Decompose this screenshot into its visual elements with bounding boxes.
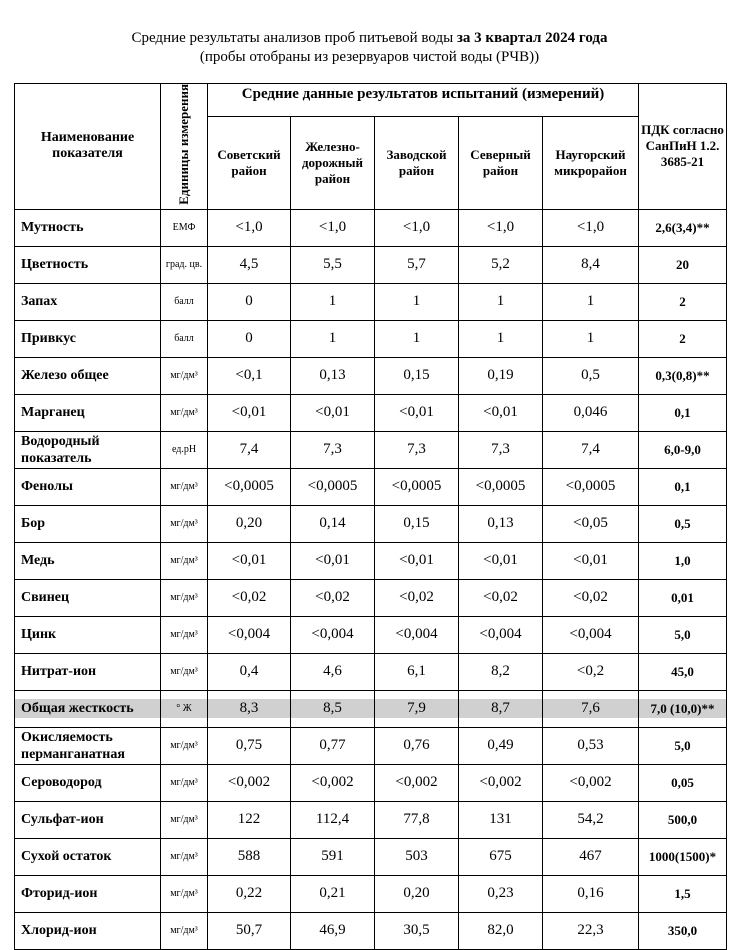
value-cell: 0,4: [208, 653, 291, 690]
indicator-name: Общая жесткость: [15, 690, 161, 727]
value-cell: 8,2: [459, 653, 543, 690]
value-cell: <1,0: [291, 209, 375, 246]
table-row: [15, 283, 727, 320]
header-district: Советский район: [208, 117, 291, 210]
value-cell: 5,5: [291, 246, 375, 283]
value-cell: <1,0: [208, 209, 291, 246]
indicator-name: Запах: [15, 283, 161, 320]
table-row: [15, 875, 727, 912]
table-row: [15, 320, 727, 357]
pdk-cell: 20: [639, 246, 727, 283]
header-district: Северный район: [459, 117, 543, 210]
indicator-name: Окисляемость перманганатная: [15, 727, 161, 764]
value-cell: <0,02: [459, 579, 543, 616]
table-row: [15, 431, 727, 468]
value-cell: 1: [543, 283, 639, 320]
value-cell: 0,046: [543, 394, 639, 431]
value-cell: 6,1: [375, 653, 459, 690]
unit-cell: ед.рН: [161, 431, 208, 468]
value-cell: 0,14: [291, 505, 375, 542]
unit-cell: мг/дм³: [161, 653, 208, 690]
indicator-name: Привкус: [15, 320, 161, 357]
value-cell: 30,5: [375, 912, 459, 949]
value-cell: 675: [459, 838, 543, 875]
value-cell: 22,3: [543, 912, 639, 949]
value-cell: <0,002: [375, 764, 459, 801]
value-cell: 591: [291, 838, 375, 875]
value-cell: <1,0: [459, 209, 543, 246]
value-cell: 0,13: [459, 505, 543, 542]
table-row: [15, 505, 727, 542]
pdk-cell: 7,0 (10,0)**: [639, 690, 727, 727]
value-cell: <0,02: [291, 579, 375, 616]
unit-cell: мг/дм³: [161, 875, 208, 912]
pdk-cell: 2: [639, 320, 727, 357]
unit-cell: град. цв.: [161, 246, 208, 283]
value-cell: 0: [208, 320, 291, 357]
value-cell: 8,3: [208, 690, 291, 727]
value-cell: <0,0005: [375, 468, 459, 505]
value-cell: <0,004: [543, 616, 639, 653]
pdk-cell: 350,0: [639, 912, 727, 949]
table-row: [15, 838, 727, 875]
unit-cell: мг/дм³: [161, 357, 208, 394]
table-row: [15, 579, 727, 616]
value-cell: 0,15: [375, 505, 459, 542]
unit-cell: мг/дм³: [161, 542, 208, 579]
indicator-name: Мутность: [15, 209, 161, 246]
value-cell: <0,01: [459, 394, 543, 431]
header-unit-text: Единицы измерения: [176, 84, 191, 205]
value-cell: <0,01: [291, 394, 375, 431]
value-cell: <0,002: [208, 764, 291, 801]
value-cell: 5,2: [459, 246, 543, 283]
indicator-name: Железо общее: [15, 357, 161, 394]
value-cell: <0,05: [543, 505, 639, 542]
value-cell: <0,002: [459, 764, 543, 801]
value-cell: 4,5: [208, 246, 291, 283]
pdk-cell: 5,0: [639, 727, 727, 764]
value-cell: 1: [375, 283, 459, 320]
value-cell: 77,8: [375, 801, 459, 838]
value-cell: 0,20: [375, 875, 459, 912]
water-analysis-table: [14, 83, 727, 950]
indicator-name: Водородный показатель: [15, 431, 161, 468]
unit-cell: мг/дм³: [161, 579, 208, 616]
pdk-cell: 0,1: [639, 394, 727, 431]
indicator-name: Фенолы: [15, 468, 161, 505]
table-row: [15, 690, 727, 727]
header-name: Наименование показателя: [15, 84, 161, 210]
indicator-name: Хлорид-ион: [15, 912, 161, 949]
table-row: [15, 801, 727, 838]
header-unit: [161, 84, 208, 210]
value-cell: 588: [208, 838, 291, 875]
pdk-cell: 45,0: [639, 653, 727, 690]
pdk-cell: 0,1: [639, 468, 727, 505]
pdk-cell: 500,0: [639, 801, 727, 838]
value-cell: 8,5: [291, 690, 375, 727]
pdk-cell: 1,0: [639, 542, 727, 579]
table-row: [15, 394, 727, 431]
indicator-name: Свинец: [15, 579, 161, 616]
value-cell: <0,002: [291, 764, 375, 801]
indicator-name: Цветность: [15, 246, 161, 283]
value-cell: 0,15: [375, 357, 459, 394]
header-district: Железно-дорожный район: [291, 117, 375, 210]
pdk-cell: 5,0: [639, 616, 727, 653]
value-cell: 7,3: [459, 431, 543, 468]
value-cell: 1: [291, 283, 375, 320]
value-cell: 0,16: [543, 875, 639, 912]
value-cell: 7,3: [291, 431, 375, 468]
value-cell: <0,004: [208, 616, 291, 653]
unit-cell: мг/дм³: [161, 764, 208, 801]
value-cell: <0,0005: [459, 468, 543, 505]
value-cell: 1: [459, 320, 543, 357]
pdk-cell: 0,3(0,8)**: [639, 357, 727, 394]
value-cell: <0,01: [291, 542, 375, 579]
value-cell: <0,0005: [543, 468, 639, 505]
header-pdk: ПДК согласно СанПиН 1.2. 3685-21: [639, 84, 727, 210]
value-cell: <0,0005: [208, 468, 291, 505]
table-row: [15, 616, 727, 653]
value-cell: <0,002: [543, 764, 639, 801]
value-cell: <0,01: [459, 542, 543, 579]
value-cell: 4,6: [291, 653, 375, 690]
table-body: [15, 209, 727, 949]
table-row: [15, 542, 727, 579]
value-cell: 1: [459, 283, 543, 320]
value-cell: 467: [543, 838, 639, 875]
indicator-name: Медь: [15, 542, 161, 579]
pdk-cell: 0,05: [639, 764, 727, 801]
document-title: [0, 29, 739, 67]
title-period: за 3 квартал 2024 года: [456, 30, 608, 46]
pdk-cell: 2,6(3,4)**: [639, 209, 727, 246]
table-row: [15, 653, 727, 690]
value-cell: 131: [459, 801, 543, 838]
value-cell: <0,01: [543, 542, 639, 579]
value-cell: 50,7: [208, 912, 291, 949]
header-district: Наугорский микрорайон: [543, 117, 639, 210]
value-cell: 0,75: [208, 727, 291, 764]
value-cell: 7,9: [375, 690, 459, 727]
value-cell: <0,02: [208, 579, 291, 616]
unit-cell: балл: [161, 320, 208, 357]
table-row: [15, 357, 727, 394]
value-cell: <0,01: [375, 394, 459, 431]
value-cell: 7,6: [543, 690, 639, 727]
header-group: Средние данные результатов испытаний (измерений): [208, 84, 639, 117]
title-line1: Средние результаты анализов проб питьевой воды: [131, 30, 457, 46]
value-cell: 54,2: [543, 801, 639, 838]
unit-cell: мг/дм³: [161, 801, 208, 838]
pdk-cell: 0,5: [639, 505, 727, 542]
unit-cell: ° Ж: [161, 690, 208, 727]
value-cell: <0,0005: [291, 468, 375, 505]
value-cell: 0,77: [291, 727, 375, 764]
value-cell: 503: [375, 838, 459, 875]
unit-cell: мг/дм³: [161, 505, 208, 542]
header-district: Заводской район: [375, 117, 459, 210]
unit-cell: мг/дм³: [161, 468, 208, 505]
value-cell: 46,9: [291, 912, 375, 949]
unit-cell: мг/дм³: [161, 616, 208, 653]
indicator-name: Нитрат-ион: [15, 653, 161, 690]
value-cell: <0,004: [291, 616, 375, 653]
title-subtitle: (пробы отобраны из резервуаров чистой воды (РЧВ)): [199, 49, 540, 65]
pdk-cell: 1,5: [639, 875, 727, 912]
value-cell: 8,7: [459, 690, 543, 727]
unit-cell: балл: [161, 283, 208, 320]
unit-cell: мг/дм³: [161, 912, 208, 949]
indicator-name: Фторид-ион: [15, 875, 161, 912]
table-row: [15, 764, 727, 801]
value-cell: 0,21: [291, 875, 375, 912]
indicator-name: Бор: [15, 505, 161, 542]
value-cell: 0,53: [543, 727, 639, 764]
value-cell: <0,02: [375, 579, 459, 616]
unit-cell: мг/дм³: [161, 727, 208, 764]
value-cell: 0,23: [459, 875, 543, 912]
value-cell: <0,004: [459, 616, 543, 653]
value-cell: 7,4: [208, 431, 291, 468]
indicator-name: Сероводород: [15, 764, 161, 801]
indicator-name: Цинк: [15, 616, 161, 653]
value-cell: 0,76: [375, 727, 459, 764]
value-cell: 0,13: [291, 357, 375, 394]
pdk-cell: 1000(1500)*: [639, 838, 727, 875]
value-cell: <0,01: [208, 542, 291, 579]
table-row: [15, 468, 727, 505]
value-cell: 0,5: [543, 357, 639, 394]
unit-cell: мг/дм³: [161, 394, 208, 431]
value-cell: 1: [291, 320, 375, 357]
table-row: [15, 727, 727, 764]
unit-cell: мг/дм³: [161, 838, 208, 875]
unit-cell: ЕМФ: [161, 209, 208, 246]
value-cell: <0,02: [543, 579, 639, 616]
value-cell: 1: [543, 320, 639, 357]
indicator-name: Сульфат-ион: [15, 801, 161, 838]
value-cell: 0,20: [208, 505, 291, 542]
table-row: [15, 246, 727, 283]
value-cell: 1: [375, 320, 459, 357]
pdk-cell: 0,01: [639, 579, 727, 616]
value-cell: <1,0: [543, 209, 639, 246]
value-cell: <0,01: [375, 542, 459, 579]
value-cell: 7,4: [543, 431, 639, 468]
value-cell: 112,4: [291, 801, 375, 838]
value-cell: 0,22: [208, 875, 291, 912]
value-cell: 0: [208, 283, 291, 320]
value-cell: <0,004: [375, 616, 459, 653]
value-cell: <1,0: [375, 209, 459, 246]
value-cell: 5,7: [375, 246, 459, 283]
value-cell: <0,2: [543, 653, 639, 690]
value-cell: 122: [208, 801, 291, 838]
value-cell: 82,0: [459, 912, 543, 949]
indicator-name: Марганец: [15, 394, 161, 431]
value-cell: <0,1: [208, 357, 291, 394]
table-row: [15, 209, 727, 246]
indicator-name: Сухой остаток: [15, 838, 161, 875]
value-cell: <0,01: [208, 394, 291, 431]
value-cell: 0,19: [459, 357, 543, 394]
pdk-cell: 2: [639, 283, 727, 320]
value-cell: 0,49: [459, 727, 543, 764]
pdk-cell: 6,0-9,0: [639, 431, 727, 468]
value-cell: 8,4: [543, 246, 639, 283]
value-cell: 7,3: [375, 431, 459, 468]
